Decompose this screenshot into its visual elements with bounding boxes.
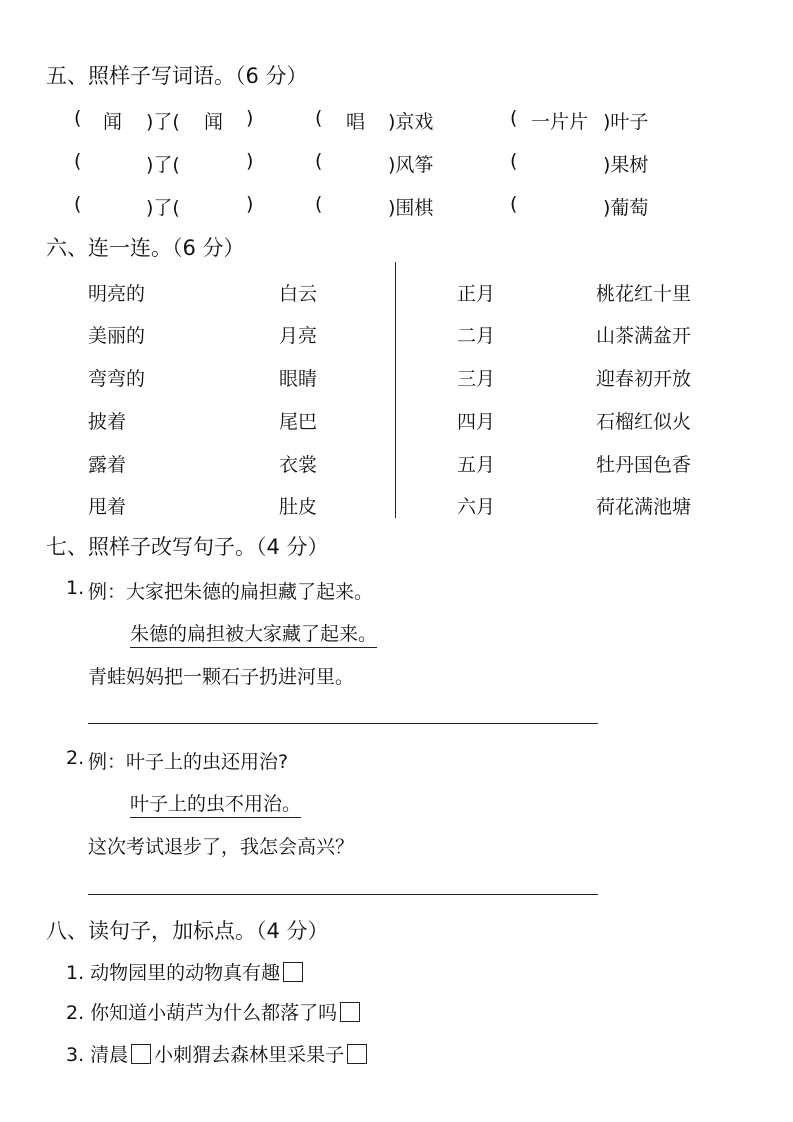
match-item[interactable]: 四月	[457, 411, 496, 433]
paren: (	[510, 150, 518, 172]
sentence: 2. 你知道小葫芦为什么都落了吗	[66, 1002, 338, 1024]
answer-text: 闻	[103, 111, 123, 133]
example-answer: 朱德的扁担被大家藏了起来。	[130, 619, 377, 648]
answer-line[interactable]	[88, 723, 598, 724]
match-item[interactable]: 二月	[457, 325, 496, 347]
paren: )了(	[146, 111, 180, 133]
paren: (	[315, 107, 323, 129]
divider	[395, 262, 396, 518]
section-6-title: 六、连一连。（6 分）	[46, 236, 245, 260]
example-sentence: 例：大家把朱德的扁担藏了起来。	[88, 581, 374, 603]
punctuation-question	[66, 958, 306, 985]
match-item[interactable]: 迎春初开放	[596, 368, 692, 390]
word: )叶子	[603, 111, 649, 133]
task-sentence: 这次考试退步了，我怎会高兴？	[88, 836, 355, 858]
paren: (	[74, 150, 82, 172]
match-item[interactable]: 山茶满盆开	[596, 325, 692, 347]
question-number: 1.	[66, 577, 85, 599]
match-item[interactable]: 衣裳	[279, 454, 318, 476]
match-item[interactable]: 肚皮	[279, 496, 318, 518]
paren: )	[246, 107, 254, 129]
section-7-title: 七、照样子改写句子。（4 分）	[46, 535, 329, 559]
match-item[interactable]: 露着	[88, 454, 127, 476]
sentence: 3. 清晨	[66, 1044, 129, 1066]
section-8-title: 八、读句子，加标点。（4 分）	[46, 919, 329, 943]
task-sentence: 青蛙妈妈把一颗石子扔进河里。	[88, 666, 355, 688]
punctuation-question	[66, 1040, 370, 1067]
example-sentence: 例：叶子上的虫还用治?	[88, 751, 289, 773]
paren: )	[246, 150, 254, 172]
match-item[interactable]: 白云	[279, 283, 318, 305]
sentence: 小刺猬去森林里采果子	[154, 1044, 345, 1066]
match-item[interactable]: 明亮的	[88, 283, 146, 305]
answer-text: 闻	[204, 111, 224, 133]
punctuation-box[interactable]	[131, 1044, 151, 1064]
word: )果树	[603, 154, 649, 176]
match-item[interactable]: 月亮	[279, 325, 318, 347]
word: )围棋	[388, 197, 434, 219]
punctuation-box[interactable]	[340, 1002, 360, 1022]
match-item[interactable]: 尾巴	[279, 411, 318, 433]
answer-text: 一片片	[531, 111, 589, 133]
paren: (	[510, 193, 518, 215]
paren: (	[74, 107, 82, 129]
paren: (	[74, 193, 82, 215]
match-item[interactable]: 牡丹国色香	[596, 454, 692, 476]
example-answer: 叶子上的虫不用治。	[130, 789, 301, 818]
sentence: 1. 动物园里的动物真有趣	[66, 962, 281, 984]
match-item[interactable]: 五月	[457, 454, 496, 476]
paren: (	[315, 193, 323, 215]
match-item[interactable]: 三月	[457, 368, 496, 390]
question-number: 2.	[66, 747, 85, 769]
paren: )了(	[146, 154, 180, 176]
punctuation-question	[66, 998, 363, 1025]
punctuation-box[interactable]	[347, 1044, 367, 1064]
word: )京戏	[388, 111, 434, 133]
paren: )	[246, 193, 254, 215]
paren: (	[315, 150, 323, 172]
match-item[interactable]: 桃花红十里	[596, 283, 692, 305]
word: )风筝	[388, 154, 434, 176]
word: )葡萄	[603, 197, 649, 219]
match-item[interactable]: 正月	[457, 283, 496, 305]
match-item[interactable]: 石榴红似火	[596, 411, 692, 433]
answer-line[interactable]	[88, 894, 598, 895]
match-item[interactable]: 甩着	[88, 496, 127, 518]
match-item[interactable]: 披着	[88, 411, 127, 433]
match-item[interactable]: 弯弯的	[88, 368, 146, 390]
section-5-title: 五、照样子写词语。（6 分）	[46, 64, 308, 88]
paren: (	[510, 107, 518, 129]
punctuation-box[interactable]	[283, 962, 303, 982]
match-item[interactable]: 荷花满池塘	[596, 496, 692, 518]
answer-text: 唱	[346, 111, 366, 133]
match-item[interactable]: 美丽的	[88, 325, 146, 347]
paren: )了(	[146, 197, 180, 219]
match-item[interactable]: 六月	[457, 496, 496, 518]
match-item[interactable]: 眼睛	[279, 368, 318, 390]
